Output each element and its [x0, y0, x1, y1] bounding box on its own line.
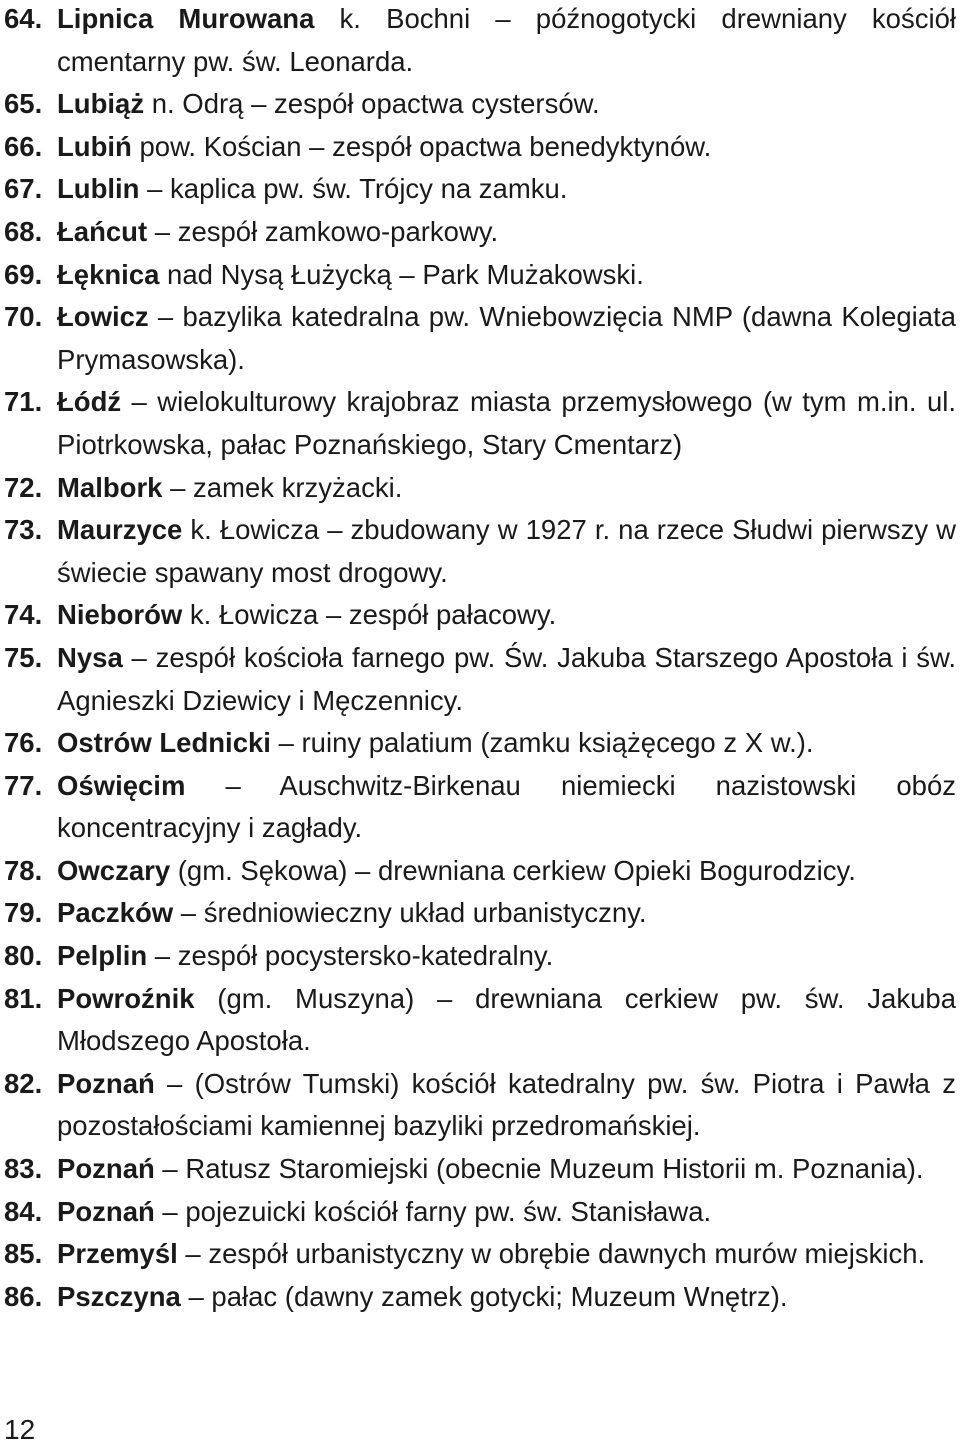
entry-text	[57, 850, 956, 893]
list-item	[4, 1191, 956, 1234]
entry-text	[57, 935, 956, 978]
list-item	[4, 978, 956, 1063]
entry-place-name: Lubiń	[57, 130, 132, 162]
list-item	[4, 765, 956, 850]
entry-place-name: Malbork	[57, 471, 163, 503]
list-item	[4, 892, 956, 935]
entry-number: 64.	[4, 3, 43, 34]
entry-place-name: Nysa	[57, 641, 123, 673]
entry-description: – zamek krzyżacki.	[162, 471, 403, 503]
entry-number: 70.	[4, 301, 43, 333]
entry-number: 77.	[4, 769, 43, 801]
list-item	[4, 254, 956, 297]
entry-number: 74.	[4, 599, 43, 631]
entry-text	[57, 637, 956, 722]
entry-description: – zespół kościoła farnego pw. Św. Jakuba Starszego Apostoła i św. Agnieszki Dziewicy i Męczennicy.	[57, 641, 956, 716]
entry-number: 75.	[4, 641, 43, 673]
list-item	[4, 296, 956, 381]
entry-place-name: Nieborów	[57, 599, 183, 631]
entry-text	[57, 722, 956, 765]
entry-text	[57, 1063, 956, 1148]
entry-place-name: Poznań	[57, 1153, 155, 1185]
entry-description: k. Łowicza – zespół pałacowy.	[182, 599, 557, 631]
list-item	[4, 1148, 956, 1191]
list-item	[4, 594, 956, 637]
entry-description: pow. Kościan – zespół opactwa benedyktynów.	[131, 130, 712, 162]
entry-description: (gm. Sękowa) – drewniana cerkiew Opieki Bogurodzicy.	[170, 854, 856, 886]
list-item	[4, 381, 956, 466]
entry-description: – zespół pocystersko-katedralny.	[147, 940, 554, 972]
entry-description: – pałac (dawny zamek gotycki; Muzeum Wnętrz).	[180, 1280, 788, 1312]
list-item	[4, 1276, 956, 1319]
entry-text	[57, 83, 956, 126]
entry-place-name: Oświęcim	[57, 769, 186, 801]
entry-number: 71.	[4, 386, 43, 418]
entry-text	[57, 594, 956, 637]
entry-number: 81.	[4, 982, 43, 1014]
list-item	[4, 722, 956, 765]
entry-description: k. Łowicza – zbudowany w 1927 r. na rzece Słudwi pierwszy w świecie spawany most drogowy.	[57, 514, 956, 588]
list-item	[4, 0, 956, 83]
entry-text	[57, 0, 956, 83]
entry-number: 66.	[4, 130, 43, 162]
monument-list	[4, 0, 956, 1318]
entry-number: 72.	[4, 471, 43, 503]
entry-description: – kaplica pw. św. Trójcy na zamku.	[139, 173, 568, 205]
entry-place-name: Ostrów Lednicki	[57, 727, 271, 759]
entry-text	[57, 211, 956, 254]
list-item	[4, 83, 956, 126]
entry-place-name: Owczary	[57, 854, 171, 886]
entry-description: – Auschwitz-Birkenau niemiecki nazistowski obóz koncentracyjny i zagłady.	[57, 769, 956, 844]
list-item	[4, 850, 956, 893]
entry-place-name: Paczków	[57, 897, 174, 929]
entry-place-name: Lipnica Murowana	[57, 3, 315, 34]
entry-number: 85.	[4, 1238, 43, 1270]
entry-text	[57, 978, 956, 1063]
entry-place-name: Pelplin	[57, 940, 148, 972]
list-item	[4, 1233, 956, 1276]
entry-text	[57, 296, 956, 381]
entry-place-name: Poznań	[57, 1067, 155, 1099]
entry-place-name: Przemyśl	[57, 1238, 178, 1270]
entry-number: 86.	[4, 1280, 43, 1312]
entry-description: – zespół urbanistyczny w obrębie dawnych murów miejskich.	[177, 1238, 926, 1270]
entry-place-name: Łańcut	[57, 215, 148, 247]
entry-place-name: Poznań	[57, 1195, 155, 1227]
entry-text	[57, 381, 956, 466]
entry-number: 69.	[4, 258, 43, 290]
entry-text	[57, 765, 956, 850]
entry-number: 83.	[4, 1153, 43, 1185]
entry-text	[57, 126, 956, 169]
entry-description: (gm. Muszyna) – drewniana cerkiew pw. św. Jakuba Młodszego Apostoła.	[57, 982, 956, 1057]
entry-description: nad Nysą Łużycką – Park Mużakowski.	[159, 258, 644, 290]
list-item	[4, 168, 956, 211]
entry-number: 73.	[4, 514, 43, 546]
entry-number: 67.	[4, 173, 43, 205]
entry-description: – (Ostrów Tumski) kościół katedralny pw. św. Piotra i Pawła z pozostałościami kamiennej bazyliki przedromańskiej.	[57, 1067, 956, 1142]
entry-description: – średniowieczny układ urbanistyczny.	[173, 897, 647, 929]
entry-text	[57, 892, 956, 935]
entry-number: 68.	[4, 215, 43, 247]
entry-description: – wielokulturowy krajobraz miasta przemysłowego (w tym m.in. ul. Piotrkowska, pałac Poznańskiego, Stary Cmentarz)	[57, 386, 956, 460]
entry-text	[57, 168, 956, 211]
entry-number: 78.	[4, 854, 43, 886]
entry-number: 82.	[4, 1067, 43, 1099]
entry-description: k. Bochni – późnogotycki drewniany kościół cmentarny pw. św. Leonarda.	[57, 3, 956, 77]
entry-place-name: Lubiąż	[57, 88, 145, 120]
entry-place-name: Powroźnik	[57, 982, 195, 1014]
entry-description: – pojezuicki kościół farny pw. św. Stanisława.	[154, 1195, 712, 1227]
entry-description: n. Odrą – zespół opactwa cystersów.	[144, 88, 600, 120]
entry-description: – bazylika katedralna pw. Wniebowzięcia NMP (dawna Kolegiata Prymasowska).	[57, 301, 956, 375]
entry-text	[57, 509, 956, 594]
entry-place-name: Pszczyna	[57, 1280, 181, 1312]
entry-number: 76.	[4, 727, 43, 759]
list-item	[4, 935, 956, 978]
page-number: 12	[4, 1414, 36, 1445]
entry-text	[57, 1233, 956, 1276]
entry-place-name: Maurzyce	[57, 514, 183, 546]
entry-description: – zespół zamkowo-parkowy.	[147, 215, 499, 247]
entry-number: 80.	[4, 940, 43, 972]
list-item	[4, 637, 956, 722]
entry-number: 84.	[4, 1195, 43, 1227]
entry-number: 79.	[4, 897, 43, 929]
entry-description: – Ratusz Staromiejski (obecnie Muzeum Historii m. Poznania).	[154, 1153, 924, 1185]
entry-number: 65.	[4, 88, 43, 120]
entry-description: – ruiny palatium (zamku książęcego z X w.).	[270, 727, 814, 759]
entry-place-name: Lublin	[57, 173, 140, 205]
entry-text	[57, 1191, 956, 1234]
list-item	[4, 1063, 956, 1148]
list-item	[4, 211, 956, 254]
list-item	[4, 509, 956, 594]
list-item	[4, 126, 956, 169]
list-item	[4, 467, 956, 510]
entry-text	[57, 467, 956, 510]
entry-text	[57, 254, 956, 297]
entry-text	[57, 1148, 956, 1191]
entry-place-name: Łowicz	[57, 301, 149, 333]
entry-place-name: Łódź	[57, 386, 122, 418]
entry-place-name: Łęknica	[57, 258, 160, 290]
entry-text	[57, 1276, 956, 1319]
